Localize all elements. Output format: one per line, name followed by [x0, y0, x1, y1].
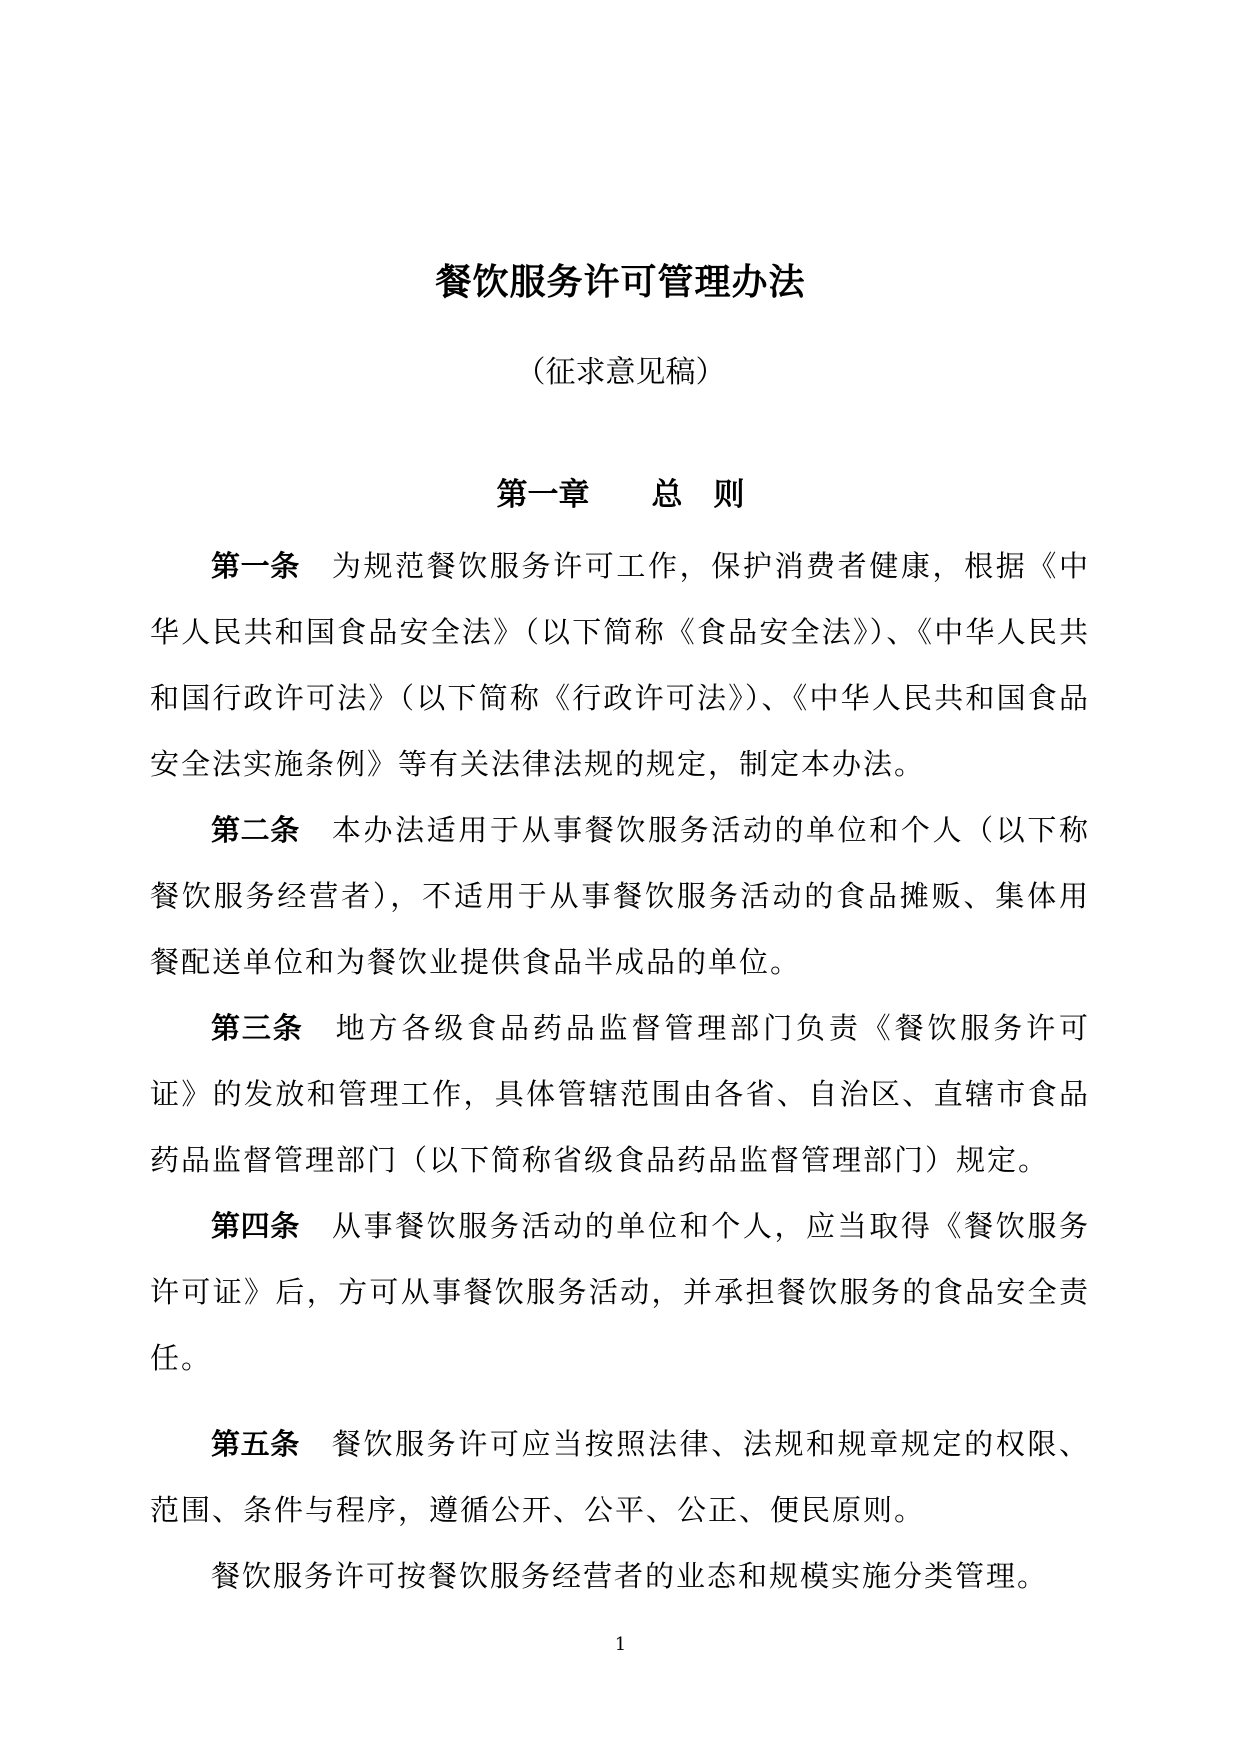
article-3 [150, 995, 1090, 1193]
article-1 [150, 533, 1090, 797]
paragraph-text: 餐饮服务许可按餐饮服务经营者的业态和规模实施分类管理。 [211, 1559, 1049, 1593]
chapter-heading: 第一章 总 则 [496, 477, 745, 513]
article-text: 地方各级食品药品监督管理部门负责《餐饮服务许可证》的发放和管理工作，具体管辖范围由各省、自治区、直辖市食品药品监督管理部门（以下简称省级食品药品监督管理部门）规定。 [150, 1011, 1090, 1177]
article-label: 第四条 [211, 1209, 300, 1243]
article-label: 第一条 [211, 549, 300, 583]
article-label: 第三条 [211, 1011, 304, 1045]
article-5-continuation [150, 1543, 1090, 1609]
article-4 [150, 1193, 1090, 1391]
article-text: 餐饮服务许可应当按照法律、法规和规章规定的权限、范围、条件与程序，遵循公开、公平、公正、便民原则。 [150, 1427, 1090, 1527]
article-text: 本办法适用于从事餐饮服务活动的单位和个人（以下称餐饮服务经营者），不适用于从事餐饮服务活动的食品摊贩、集体用餐配送单位和为餐饮业提供食品半成品的单位。 [150, 813, 1090, 979]
article-label: 第二条 [211, 813, 300, 847]
article-5 [150, 1411, 1090, 1543]
document-body [150, 533, 1090, 1609]
page-number: 1 [614, 1634, 627, 1655]
document-subtitle: （征求意见稿） [515, 355, 726, 390]
article-2 [150, 797, 1090, 995]
document-title: 餐饮服务许可管理办法 [435, 261, 806, 303]
article-text: 从事餐饮服务活动的单位和个人，应当取得《餐饮服务许可证》后，方可从事餐饮服务活动，并承担餐饮服务的食品安全责任。 [150, 1209, 1090, 1375]
article-label: 第五条 [211, 1427, 300, 1461]
article-text: 为规范餐饮服务许可工作，保护消费者健康，根据《中华人民共和国食品安全法》（以下简称《食品安全法》）、《中华人民共和国行政许可法》（以下简称《行政许可法》）、《中华人民共和国食品安全法实施条例》等有关法律法规的规定，制定本办法。 [150, 549, 1090, 781]
